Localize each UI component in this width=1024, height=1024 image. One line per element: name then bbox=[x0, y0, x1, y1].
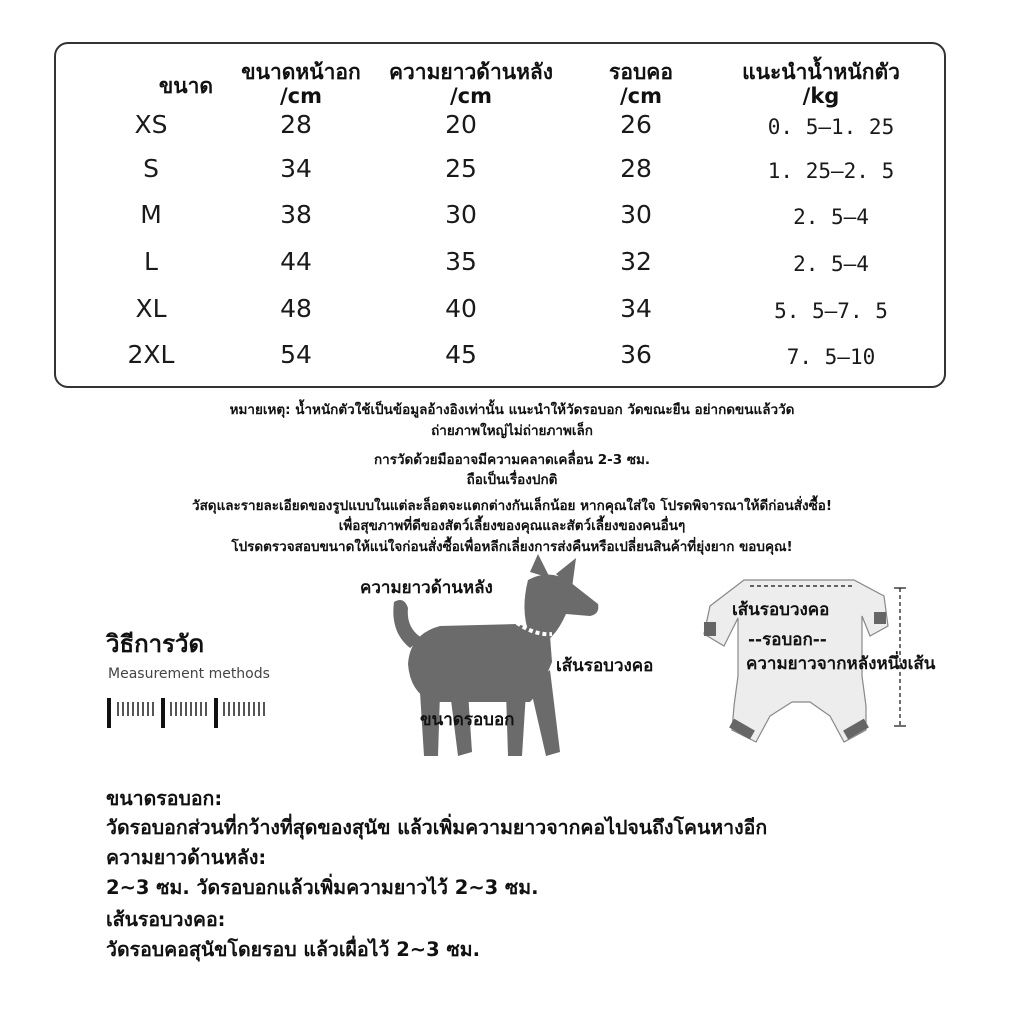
size-cell: 2XL bbox=[127, 340, 175, 369]
table-cell: 20 bbox=[445, 110, 477, 139]
instruction-back-title: ความยาวด้านหลัง: bbox=[106, 846, 267, 869]
note-line-6: เพื่อสุขภาพที่ดีของสัตว์เลี้ยงของคุณและสัตว์เลี้ยงของคนอื่นๆ bbox=[338, 518, 686, 534]
size-cell: L bbox=[144, 247, 158, 276]
instruction-back-text: 2~3 ซม. วัดรอบอกแล้วเพิ่มความยาวไว้ 2~3 ซม. bbox=[106, 876, 539, 899]
table-cell: 34 bbox=[620, 294, 652, 323]
table-cell: 38 bbox=[280, 200, 312, 229]
table-cell: 30 bbox=[445, 200, 477, 229]
table-cell: 35 bbox=[445, 247, 477, 276]
table-cell: 44 bbox=[280, 247, 312, 276]
header-chest: ขนาดหน้าอก /cm bbox=[241, 60, 361, 108]
dog-back-length-label: ความยาวด้านหลัง bbox=[360, 578, 493, 598]
header-size: ขนาด bbox=[158, 74, 214, 98]
table-cell: 36 bbox=[620, 340, 652, 369]
measure-subtitle: Measurement methods bbox=[108, 666, 270, 682]
size-cell: XS bbox=[134, 110, 168, 139]
table-cell: 48 bbox=[280, 294, 312, 323]
note-line-4: ถือเป็นเรื่องปกติ bbox=[466, 472, 558, 488]
header-weight: แนะนำน้ำหนักตัว /kg bbox=[742, 60, 900, 108]
table-cell: 34 bbox=[280, 154, 312, 183]
note-line-1: หมายเหตุ: น้ำหนักตัวใช้เป็นข้อมูลอ้างอิงเท่านั้น แนะนำให้วัดรอบอก วัดขณะยืน อย่ากดขนแล้ววัด bbox=[229, 402, 795, 418]
note-line-7: โปรดตรวจสอบขนาดให้แน่ใจก่อนสั่งซื้อเพื่อหลีกเลี่ยงการส่งคืนหรือเปลี่ยนสินค้าที่ยุ่งยาก ขอบคุณ! bbox=[231, 539, 793, 555]
table-cell: 32 bbox=[620, 247, 652, 276]
table-cell: 30 bbox=[620, 200, 652, 229]
table-cell: 45 bbox=[445, 340, 477, 369]
instruction-chest-title: ขนาดรอบอก: bbox=[106, 787, 223, 810]
header-neck: รอบคอ /cm bbox=[609, 60, 673, 108]
instruction-chest-text: วัดรอบอกส่วนที่กว้างที่สุดของสุนัข แล้วเพิ่มความยาวจากคอไปจนถึงโคนหางอีก bbox=[106, 816, 768, 839]
table-cell: 28 bbox=[620, 154, 652, 183]
size-cell: M bbox=[140, 200, 162, 229]
table-cell: 0. 5–1. 25 bbox=[767, 115, 895, 139]
note-line-3: การวัดด้วยมืออาจมีความคลาดเคลื่อน 2-3 ซม. bbox=[373, 452, 651, 468]
ruler-icon bbox=[104, 696, 284, 732]
instruction-neck-title: เส้นรอบวงคอ: bbox=[106, 908, 226, 931]
table-cell: 5. 5–7. 5 bbox=[774, 299, 888, 323]
table-cell: 40 bbox=[445, 294, 477, 323]
dog-chest-label: ขนาดรอบอก bbox=[420, 710, 515, 730]
size-cell: XL bbox=[135, 294, 167, 323]
table-cell: 25 bbox=[445, 154, 477, 183]
table-cell: 26 bbox=[620, 110, 652, 139]
table-cell: 2. 5–4 bbox=[793, 252, 869, 276]
size-cell: S bbox=[143, 154, 159, 183]
dog-neck-label: เส้นรอบวงคอ bbox=[556, 656, 654, 676]
note-line-5: วัสดุและรายละเอียดของรูปแบบในแต่ละล็อตจะแตกต่างกันเล็กน้อย หากคุณใส่ใจ โปรดพิจารณาให้ดีก่อนสั่งซื้อ! bbox=[191, 498, 833, 514]
garment-neck-label: เส้นรอบวงคอ bbox=[732, 600, 830, 620]
table-cell: 7. 5–10 bbox=[786, 345, 876, 369]
garment-chest-label: --รอบอก-- bbox=[748, 630, 827, 650]
header-back-length: ความยาวด้านหลัง /cm bbox=[388, 60, 554, 108]
table-cell: 28 bbox=[280, 110, 312, 139]
table-cell: 1. 25–2. 5 bbox=[767, 159, 895, 183]
measure-title: วิธีการวัด bbox=[106, 630, 205, 658]
instruction-neck-text: วัดรอบคอสุนัขโดยรอบ แล้วเผื่อไว้ 2~3 ซม. bbox=[106, 938, 480, 961]
note-line-2: ถ่ายภาพใหญ่ไม่ถ่ายภาพเล็ก bbox=[431, 423, 593, 439]
size-table bbox=[54, 42, 946, 388]
table-cell: 54 bbox=[280, 340, 312, 369]
garment-length-label: ความยาวจากหลังหนึ่งเส้น bbox=[746, 654, 936, 674]
table-cell: 2. 5–4 bbox=[793, 205, 869, 229]
